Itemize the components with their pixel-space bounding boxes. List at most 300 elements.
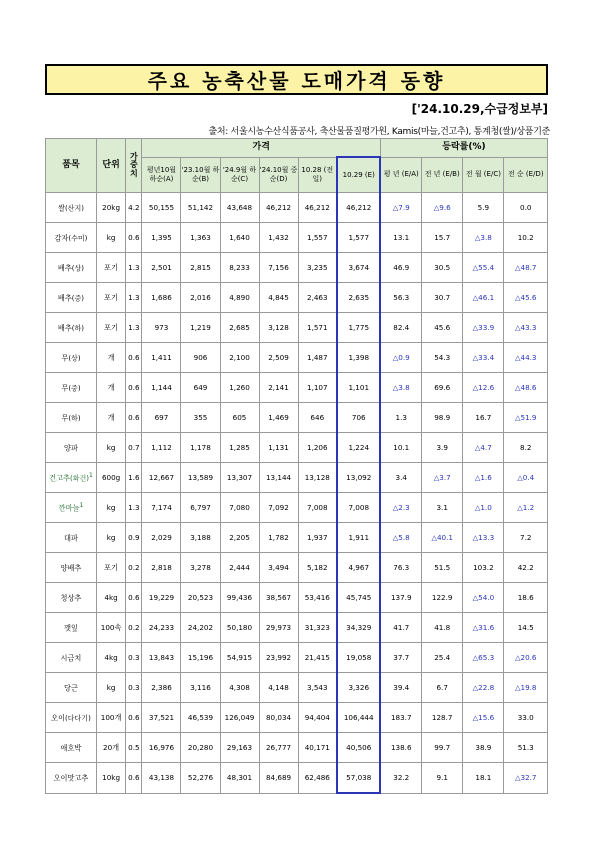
price-cell: 1,557 [298,223,337,253]
rate-cell: 0.0 [504,193,548,223]
rate-cell: 18.6 [504,583,548,613]
price-cell: 1,144 [142,373,181,403]
price-cell: 649 [181,373,220,403]
rate-cell: △5.8 [380,523,421,553]
price-cell: 26,777 [259,733,298,763]
price-cell: 2,509 [259,343,298,373]
price-cell: 48,301 [220,763,259,794]
rate-cell: △7.9 [380,193,421,223]
item-grade: (화건) [69,474,89,483]
unit-cell: 20kg [96,193,125,223]
price-cell: 40,171 [298,733,337,763]
rate-cell: 45.6 [422,313,463,343]
rate-cell: 25.4 [422,643,463,673]
rate-cell: 7.2 [504,523,548,553]
item-name: 깻잎 [64,623,78,633]
price-cell: 1,178 [181,433,220,463]
rate-cell: △3.7 [422,463,463,493]
price-cell: 2,818 [142,553,181,583]
table-row [46,523,548,553]
rate-cell: 32.2 [380,763,421,794]
item-name-cell [46,583,97,613]
current-price-cell: 2,635 [337,283,380,313]
weight-cell: 1.3 [126,313,142,343]
item-name-cell [46,193,97,223]
rate-cell: 183.7 [380,703,421,733]
rate-cell: 98.9 [422,403,463,433]
price-cell: 973 [142,313,181,343]
rate-cell: △0.4 [504,463,548,493]
price-cell: 3,116 [181,673,220,703]
weight-cell: 0.6 [126,703,142,733]
weight-cell: 0.6 [126,583,142,613]
item-name: 오이 [51,713,66,723]
table-row [46,763,548,794]
rate-cell: △43.3 [504,313,548,343]
rate-cell: 3.1 [422,493,463,523]
price-cell: 1,937 [298,523,337,553]
item-grade: (중) [68,384,81,393]
price-cell: 2,501 [142,253,181,283]
price-cell: 13,144 [259,463,298,493]
price-cell: 7,092 [259,493,298,523]
rate-cell: △44.3 [504,343,548,373]
price-cell: 646 [298,403,337,433]
item-name-cell [46,463,97,493]
current-price-cell: 4,967 [337,553,380,583]
price-cell: 99,436 [220,583,259,613]
rate-cell: △65.3 [463,643,504,673]
table-row [46,193,548,223]
rate-cell: △45.6 [504,283,548,313]
current-price-cell: 45,745 [337,583,380,613]
item-footnote: 1 [79,501,84,509]
header-rate-col: 전 년 (E/B) [422,157,463,193]
item-name-cell [46,283,97,313]
unit-cell: kg [96,493,125,523]
rate-cell: △1.0 [463,493,504,523]
rate-cell: 1.3 [380,403,421,433]
rate-cell: 18.1 [463,763,504,794]
header-rate-col: 평 년 (E/A) [380,157,421,193]
weight-cell: 0.6 [126,403,142,433]
unit-cell: 100속 [96,613,125,643]
rate-cell: 10.1 [380,433,421,463]
header-price-col: 10.28 (전일) [298,157,337,193]
item-grade: (하) [71,324,85,333]
item-name: 양파 [64,443,78,453]
rate-cell: △48.7 [504,253,548,283]
item-name-cell [46,523,97,553]
price-cell: 1,131 [259,433,298,463]
price-cell: 7,008 [298,493,337,523]
unit-cell: 포기 [96,553,125,583]
price-cell: 53,416 [298,583,337,613]
current-price-cell: 706 [337,403,380,433]
rate-cell: 69.6 [422,373,463,403]
price-cell: 37,521 [142,703,181,733]
header-price-col: '23.10월 하순(B) [181,157,220,193]
current-price-cell: 1,775 [337,313,380,343]
price-cell: 8,233 [220,253,259,283]
item-name: 배추 [57,323,72,333]
current-price-cell: 57,038 [337,763,380,794]
price-cell: 2,463 [298,283,337,313]
rate-cell: 42.2 [504,553,548,583]
current-price-cell: 1,911 [337,523,380,553]
rate-cell: 16.7 [463,403,504,433]
rate-cell: 3.9 [422,433,463,463]
rate-cell: 46.9 [380,253,421,283]
price-cell: 1,411 [142,343,181,373]
title-box [45,64,548,95]
price-cell: 3,543 [298,673,337,703]
weight-cell: 0.3 [126,643,142,673]
item-name-cell [46,493,97,523]
price-cell: 1,219 [181,313,220,343]
unit-cell: 600g [96,463,125,493]
source-label: 출처: 서울시농수산식품공사, 축산물품질평가원, Kamis(마늘,건고추), 통계청(쌀)/상품기준 [208,127,550,137]
price-cell: 4,308 [220,673,259,703]
rate-cell: 5.9 [463,193,504,223]
price-cell: 46,539 [181,703,220,733]
header-price-col: 평년10월 하순(A) [142,157,181,193]
price-cell: 1,432 [259,223,298,253]
table-body [46,193,548,794]
current-price-cell: 3,326 [337,673,380,703]
current-price-cell: 3,674 [337,253,380,283]
rate-cell: △1.6 [463,463,504,493]
item-name-cell [46,733,97,763]
item-grade: (하) [68,414,81,423]
price-cell: 3,278 [181,553,220,583]
price-cell: 13,843 [142,643,181,673]
item-name: 무 [61,413,69,423]
rate-cell: 41.8 [422,613,463,643]
price-cell: 355 [181,403,220,433]
unit-cell: 포기 [96,313,125,343]
price-cell: 1,363 [181,223,220,253]
price-cell: 1,686 [142,283,181,313]
table-row [46,463,548,493]
weight-cell: 4.2 [126,193,142,223]
table-row [46,403,548,433]
price-cell: 4,890 [220,283,259,313]
item-name: 건고추 [49,473,70,483]
item-name-cell [46,673,97,703]
rate-cell: 51.3 [504,733,548,763]
price-cell: 1,260 [220,373,259,403]
price-cell: 80,034 [259,703,298,733]
rate-cell: 33.0 [504,703,548,733]
price-cell: 38,567 [259,583,298,613]
price-table [45,138,548,794]
header-price-col-current: 10.29 (E) [337,157,380,193]
rate-cell: △0.9 [380,343,421,373]
price-cell: 20,280 [181,733,220,763]
rate-cell: △19.8 [504,673,548,703]
current-price-cell: 46,212 [337,193,380,223]
item-name: 깐마늘 [58,503,80,513]
price-cell: 126,049 [220,703,259,733]
price-cell: 2,815 [181,253,220,283]
table-row [46,493,548,523]
weight-cell: 0.6 [126,343,142,373]
rate-cell: △4.7 [463,433,504,463]
price-cell: 23,992 [259,643,298,673]
unit-cell: 100개 [96,703,125,733]
weight-cell: 1.3 [126,283,142,313]
rate-cell: △31.6 [463,613,504,643]
price-cell: 1,640 [220,223,259,253]
item-name-cell [46,613,97,643]
price-cell: 52,276 [181,763,220,794]
price-cell: 46,212 [259,193,298,223]
price-cell: 24,233 [142,613,181,643]
price-cell: 13,128 [298,463,337,493]
rate-cell: △9.6 [422,193,463,223]
unit-cell: kg [96,523,125,553]
item-name-cell [46,703,97,733]
page-title: 주요 농축산물 도매가격 동향 [147,69,446,93]
price-cell: 5,182 [298,553,337,583]
current-price-cell: 13,092 [337,463,380,493]
price-cell: 2,386 [142,673,181,703]
unit-cell: 4kg [96,583,125,613]
price-cell: 51,142 [181,193,220,223]
rate-cell: △32.7 [504,763,548,794]
table-row [46,613,548,643]
unit-cell: 개 [96,403,125,433]
price-cell: 2,029 [142,523,181,553]
table-row [46,673,548,703]
current-price-cell: 1,224 [337,433,380,463]
rate-cell: 10.2 [504,223,548,253]
item-grade: (중) [71,294,85,303]
table-row [46,283,548,313]
price-cell: 2,141 [259,373,298,403]
header-unit: 단위 [96,139,125,193]
weight-cell: 0.2 [126,613,142,643]
price-cell: 46,212 [298,193,337,223]
price-cell: 94,404 [298,703,337,733]
rate-cell: △22.8 [463,673,504,703]
table-row [46,313,548,343]
rate-cell: △46.1 [463,283,504,313]
rate-cell: 8.2 [504,433,548,463]
rate-cell: 37.7 [380,643,421,673]
rate-cell: △54.0 [463,583,504,613]
item-name-cell [46,643,97,673]
price-cell: 7,174 [142,493,181,523]
rate-cell: 30.5 [422,253,463,283]
price-cell: 20,523 [181,583,220,613]
item-name: 당근 [64,683,78,693]
price-cell: 3,494 [259,553,298,583]
rate-cell: 103.2 [463,553,504,583]
table-row [46,643,548,673]
price-cell: 50,155 [142,193,181,223]
price-cell: 1,107 [298,373,337,403]
weight-cell: 1.3 [126,253,142,283]
rate-cell: △48.6 [504,373,548,403]
price-cell: 50,180 [220,613,259,643]
item-name-cell [46,253,97,283]
rate-cell: △2.3 [380,493,421,523]
rate-cell: △12.6 [463,373,504,403]
table-row [46,703,548,733]
current-price-cell: 1,398 [337,343,380,373]
price-cell: 16,976 [142,733,181,763]
rate-cell: 82.4 [380,313,421,343]
price-cell: 6,797 [181,493,220,523]
rate-cell: 3.4 [380,463,421,493]
unit-cell: kg [96,673,125,703]
price-cell: 12,667 [142,463,181,493]
item-name-cell [46,433,97,463]
weight-cell: 0.9 [126,523,142,553]
rate-cell: 76.3 [380,553,421,583]
weight-cell: 0.6 [126,763,142,794]
price-cell: 54,915 [220,643,259,673]
price-cell: 29,973 [259,613,298,643]
rate-cell: 9.1 [422,763,463,794]
unit-cell: 4kg [96,643,125,673]
weight-cell: 0.5 [126,733,142,763]
price-cell: 1,206 [298,433,337,463]
current-price-cell: 106,444 [337,703,380,733]
price-cell: 3,188 [181,523,220,553]
current-price-cell: 1,577 [337,223,380,253]
price-cell: 605 [220,403,259,433]
current-price-cell: 19,058 [337,643,380,673]
price-cell: 3,235 [298,253,337,283]
header-price-col: '24.9월 하순(C) [220,157,259,193]
price-cell: 29,163 [220,733,259,763]
table-row [46,253,548,283]
price-cell: 1,782 [259,523,298,553]
rate-cell: △55.4 [463,253,504,283]
price-cell: 2,205 [220,523,259,553]
price-cell: 21,415 [298,643,337,673]
date-label: ['24.10.29,수급정보부] [411,102,548,116]
rate-cell: 39.4 [380,673,421,703]
rate-cell: △20.6 [504,643,548,673]
item-grade: (수미) [68,234,88,243]
rate-cell: 138.6 [380,733,421,763]
price-cell: 84,689 [259,763,298,794]
price-cell: 3,128 [259,313,298,343]
price-cell: 1,112 [142,433,181,463]
unit-cell: 포기 [96,283,125,313]
header-item: 품목 [46,139,97,193]
table-row [46,553,548,583]
item-name: 무 [61,383,69,393]
item-name-cell [46,403,97,433]
item-name-cell [46,763,97,794]
price-cell: 4,148 [259,673,298,703]
rate-cell: 137.9 [380,583,421,613]
rate-cell: △33.9 [463,313,504,343]
table-row [46,343,548,373]
rate-cell: 56.3 [380,283,421,313]
price-cell: 1,487 [298,343,337,373]
price-cell: 62,486 [298,763,337,794]
current-price-cell: 40,506 [337,733,380,763]
rate-cell: 30.7 [422,283,463,313]
rate-cell: 6.7 [422,673,463,703]
item-name-cell [46,223,97,253]
rate-cell: △51.9 [504,403,548,433]
weight-cell: 0.7 [126,433,142,463]
weight-cell: 0.6 [126,223,142,253]
unit-cell: kg [96,433,125,463]
rate-cell: △40.1 [422,523,463,553]
item-grade: (상) [71,264,85,273]
price-cell: 13,307 [220,463,259,493]
item-name: 감자 [54,233,69,243]
unit-cell: 20개 [96,733,125,763]
item-name: 애호박 [60,743,82,753]
header-rate-col: 전 순 (E/D) [504,157,548,193]
price-cell: 697 [142,403,181,433]
item-name-cell [46,313,97,343]
header-price-col: '24.10월 중순(D) [259,157,298,193]
unit-cell: 개 [96,373,125,403]
item-name: 쌀 [58,203,65,213]
item-footnote: 1 [88,471,93,479]
price-cell: 13,589 [181,463,220,493]
price-cell: 31,323 [298,613,337,643]
weight-cell: 0.3 [126,673,142,703]
price-cell: 1,285 [220,433,259,463]
item-name: 청상추 [60,593,82,603]
rate-cell: 15.7 [422,223,463,253]
rate-cell: 99.7 [422,733,463,763]
price-cell: 2,016 [181,283,220,313]
price-cell: 2,100 [220,343,259,373]
weight-cell: 1.6 [126,463,142,493]
unit-cell: kg [96,223,125,253]
table-row [46,373,548,403]
rate-cell: △3.8 [380,373,421,403]
price-cell: 15,196 [181,643,220,673]
item-name: 대파 [64,533,78,543]
price-cell: 7,080 [220,493,259,523]
header-weight-text: 가 중 치 [129,151,138,178]
price-cell: 1,571 [298,313,337,343]
rate-cell: 54.3 [422,343,463,373]
item-name-cell [46,343,97,373]
price-cell: 43,648 [220,193,259,223]
unit-cell: 포기 [96,253,125,283]
item-name: 배추 [57,263,72,273]
current-price-cell: 7,008 [337,493,380,523]
item-name-cell [46,373,97,403]
price-cell: 4,845 [259,283,298,313]
item-grade: (상) [68,354,81,363]
header-rate-group: 등락률(%) [380,139,547,158]
item-name-cell [46,553,97,583]
rate-cell: 41.7 [380,613,421,643]
price-cell: 906 [181,343,220,373]
item-name: 배추 [57,293,72,303]
table-row [46,433,548,463]
rate-cell: 122.9 [422,583,463,613]
weight-cell: 1.3 [126,493,142,523]
header-weight [126,139,142,193]
unit-cell: 10kg [96,763,125,794]
